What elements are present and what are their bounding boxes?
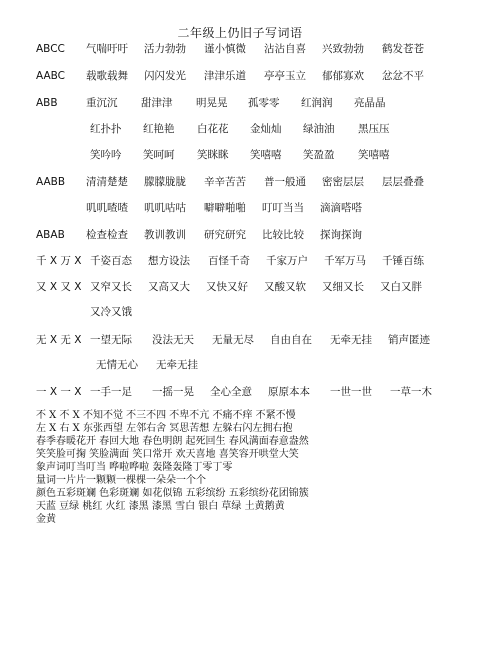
section-abb-row-2 bbox=[90, 122, 390, 136]
section-qian-x-wan-x bbox=[36, 254, 424, 268]
pattern-tag: 又 X 又 X bbox=[36, 281, 82, 293]
section-aabc bbox=[36, 69, 424, 83]
pattern-tag: 无 X 无 X bbox=[36, 334, 82, 346]
word: 笑呵呵 bbox=[143, 149, 175, 161]
dense-line: 颜色五彩斑斓 色彩斑斓 如花似锦 五彩缤纷 五彩缤纷花团锦簇 bbox=[36, 488, 309, 499]
word: 千军万马 bbox=[324, 255, 366, 267]
word: 孤零零 bbox=[248, 97, 280, 109]
word: 想方设法 bbox=[148, 255, 190, 267]
word: 叽叽咕咕 bbox=[144, 202, 186, 214]
word: 又酸又软 bbox=[264, 281, 306, 293]
word: 白花花 bbox=[197, 123, 229, 135]
word: 一望无际 bbox=[90, 334, 132, 346]
word: 噼噼啪啪 bbox=[204, 202, 246, 214]
section-you-x-you-x-row-2 bbox=[90, 305, 132, 319]
pattern-tag: AABC bbox=[36, 70, 66, 82]
word: 明晃晃 bbox=[196, 97, 228, 109]
word: 忿忿不平 bbox=[382, 70, 424, 82]
dense-line: 金黄 bbox=[36, 514, 56, 525]
word: 闪闪发光 bbox=[144, 70, 186, 82]
word: 载歌载舞 bbox=[86, 70, 128, 82]
word: 又细又长 bbox=[322, 281, 364, 293]
word: 没法无天 bbox=[152, 334, 194, 346]
word: 比较比较 bbox=[262, 229, 304, 241]
word: 津津乐道 bbox=[204, 70, 246, 82]
dense-line: 量词一片片一颗颗一棵棵一朵朵一个个 bbox=[36, 475, 206, 486]
word: 郁郁寡欢 bbox=[322, 70, 364, 82]
word: 叮叮当当 bbox=[262, 202, 304, 214]
section-aabb-row-1 bbox=[36, 175, 424, 189]
word: 清清楚楚 bbox=[86, 176, 128, 188]
word: 百怪千奇 bbox=[208, 255, 250, 267]
word: 鹤发苍苍 bbox=[382, 43, 424, 55]
word: 普一般通 bbox=[264, 176, 306, 188]
word: 自由自在 bbox=[270, 334, 312, 346]
word: 金灿灿 bbox=[250, 123, 282, 135]
word: 研究研究 bbox=[204, 229, 246, 241]
word: 又高又大 bbox=[148, 281, 190, 293]
word: 一草一木 bbox=[390, 386, 432, 398]
word: 甜津津 bbox=[141, 97, 173, 109]
word: 教训教训 bbox=[144, 229, 186, 241]
word: 谨小慎微 bbox=[204, 43, 246, 55]
pattern-tag: ABB bbox=[36, 97, 58, 109]
word: 笑盈盈 bbox=[303, 149, 335, 161]
section-wu-x-wu-x-row-2 bbox=[96, 358, 198, 372]
section-aabb-row-2 bbox=[86, 201, 362, 215]
word: 红扑扑 bbox=[90, 123, 122, 135]
dense-line: 笑笑脸可掬 笑脸满面 笑口常开 欢天喜地 喜笑容开哄堂大笑 bbox=[36, 449, 299, 460]
section-abb-row-1 bbox=[36, 96, 386, 110]
word: 红艳艳 bbox=[143, 123, 175, 135]
word: 重沉沉 bbox=[86, 97, 118, 109]
word: 亮晶晶 bbox=[354, 97, 386, 109]
word: 笑吟吟 bbox=[90, 149, 122, 161]
word: 销声匿迹 bbox=[388, 334, 430, 346]
word: 无牵无挂 bbox=[156, 359, 198, 371]
word: 滴滴嗒嗒 bbox=[320, 202, 362, 214]
word: 又快又好 bbox=[206, 281, 248, 293]
word: 千锤百练 bbox=[382, 255, 424, 267]
word: 层层叠叠 bbox=[382, 176, 424, 188]
word: 千姿百态 bbox=[90, 255, 132, 267]
word: 又白又胖 bbox=[380, 281, 422, 293]
word: 原原本本 bbox=[268, 386, 310, 398]
word: 又冷又饿 bbox=[90, 306, 132, 318]
section-abcc bbox=[36, 42, 424, 56]
word: 笑嘻嘻 bbox=[358, 149, 390, 161]
word: 朦朦胧胧 bbox=[144, 176, 186, 188]
dense-line: 左 X 右 X 东张西望 左邻右舍 冥思苦想 左躲右闪左拥右抱 bbox=[36, 423, 293, 434]
pattern-tag: 千 X 万 X bbox=[36, 255, 82, 267]
section-you-x-you-x-row-1 bbox=[36, 280, 422, 294]
word: 千家万户 bbox=[266, 255, 308, 267]
word: 沾沾自喜 bbox=[264, 43, 306, 55]
page-title: 二年级上仍旧子写词语 bbox=[177, 26, 303, 40]
pattern-tag: ABAB bbox=[36, 229, 65, 241]
pattern-tag: ABCC bbox=[36, 43, 65, 55]
word: 无牵无挂 bbox=[330, 334, 372, 346]
dense-line: 不 X 不 X 不知不觉 不三不四 不卑不亢 不痛不痒 不紧不慢 bbox=[36, 410, 296, 421]
word: 一手一足 bbox=[90, 386, 132, 398]
word: 辛辛苦苦 bbox=[204, 176, 246, 188]
word: 绿油油 bbox=[303, 123, 335, 135]
word: 兴致勃勃 bbox=[322, 43, 364, 55]
word: 无量无尽 bbox=[212, 334, 254, 346]
word: 笑眯眯 bbox=[197, 149, 229, 161]
section-abab bbox=[36, 228, 362, 242]
word: 无情无心 bbox=[96, 359, 138, 371]
section-yi-x-yi-x bbox=[36, 385, 432, 399]
section-wu-x-wu-x-row-1 bbox=[36, 333, 430, 347]
dense-line: 天蓝 豆绿 桃红 火红 漆黑 漆黑 雪白 银白 草绿 土黄鹅黄 bbox=[36, 501, 285, 512]
pattern-tag: AABB bbox=[36, 176, 66, 188]
word: 又窄又长 bbox=[90, 281, 132, 293]
dense-line: 春季春暖花开 春回大地 春色明朗 起死回生 春风满面春意盎然 bbox=[36, 436, 309, 447]
word: 全心全意 bbox=[210, 386, 252, 398]
word: 气喘吁吁 bbox=[86, 43, 128, 55]
word: 密密层层 bbox=[322, 176, 364, 188]
word: 亭亭玉立 bbox=[264, 70, 306, 82]
pattern-tag: 一 X 一 X bbox=[36, 386, 82, 398]
word: 黑压压 bbox=[358, 123, 390, 135]
word: 红润润 bbox=[301, 97, 333, 109]
section-abb-row-3 bbox=[90, 148, 390, 162]
dense-line: 象声词叮当叮当 哗啦哗啦 轰隆轰隆丁零丁零 bbox=[36, 462, 233, 473]
word: 一摇一晃 bbox=[152, 386, 194, 398]
word: 笑嘻嘻 bbox=[250, 149, 282, 161]
word: 活力勃勃 bbox=[144, 43, 186, 55]
word: 探询探询 bbox=[320, 229, 362, 241]
word: 一世一世 bbox=[330, 386, 372, 398]
word: 叽叽喳喳 bbox=[86, 202, 128, 214]
word: 检查检查 bbox=[86, 229, 128, 241]
